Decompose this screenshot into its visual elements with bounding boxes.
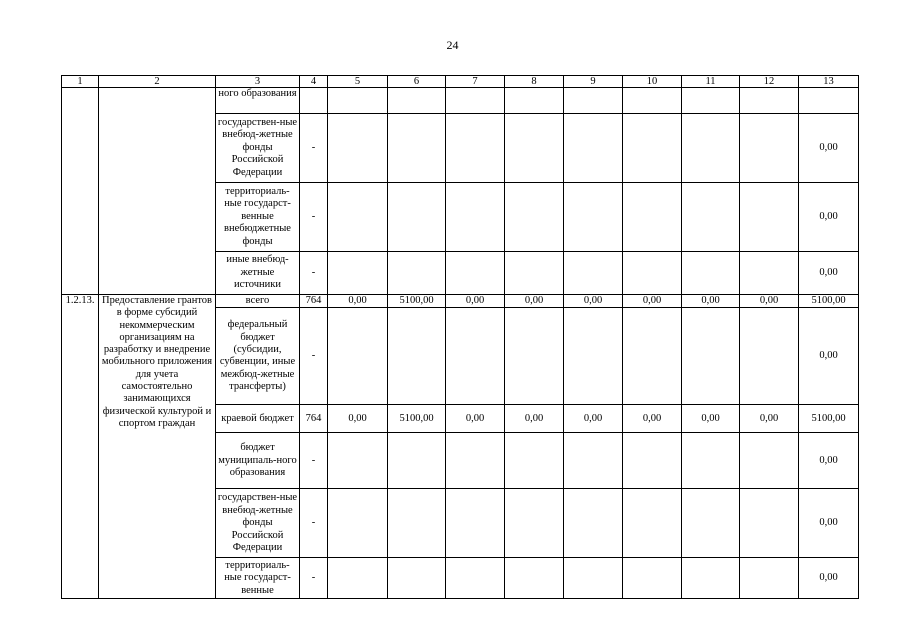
table-cell: [623, 183, 682, 252]
table-cell: [623, 308, 682, 405]
table-cell: -: [300, 489, 328, 558]
table-cell: [505, 558, 564, 599]
table-cell: 0,00: [799, 308, 859, 405]
table-cell: [682, 88, 740, 114]
table-cell: [682, 252, 740, 295]
row-name: Предоставление грантов в форме субсидий некоммерческим организациям на разработку и внедрение мобильного приложения для учета самостоятельно занимающихся физической культурой и спортом граждан: [99, 295, 216, 599]
table-cell: [505, 308, 564, 405]
table-cell: [446, 252, 505, 295]
table-cell: [446, 489, 505, 558]
table-cell: 764: [300, 405, 328, 433]
table-cell: [740, 308, 799, 405]
column-header: 10: [623, 76, 682, 88]
row-code: 1.2.13.: [62, 295, 99, 599]
table-cell: [682, 114, 740, 183]
column-header: 9: [564, 76, 623, 88]
table-cell: 5100,00: [388, 405, 446, 433]
table-cell: [564, 88, 623, 114]
table-cell: -: [300, 558, 328, 599]
table-cell: [328, 489, 388, 558]
table-cell: [388, 252, 446, 295]
table-cell: 0,00: [564, 405, 623, 433]
table-cell: [388, 88, 446, 114]
table-cell: [328, 88, 388, 114]
funding-source: краевой бюджет: [216, 405, 300, 433]
table-cell: [682, 558, 740, 599]
table-cell: 764: [300, 295, 328, 308]
table-cell: [623, 558, 682, 599]
row-code: [62, 88, 99, 295]
table-cell: [564, 252, 623, 295]
table-cell: -: [300, 114, 328, 183]
table-cell: 5100,00: [799, 295, 859, 308]
table-cell: [623, 433, 682, 489]
table-cell: [564, 114, 623, 183]
table-cell: [623, 114, 682, 183]
table-cell: 0,00: [740, 405, 799, 433]
table-cell: 0,00: [505, 295, 564, 308]
table-cell: 0,00: [328, 295, 388, 308]
table-cell: [740, 88, 799, 114]
table-cell: [446, 88, 505, 114]
table-cell: [682, 183, 740, 252]
column-header: 7: [446, 76, 505, 88]
table-cell: [388, 489, 446, 558]
table-cell: [740, 433, 799, 489]
column-header: 13: [799, 76, 859, 88]
table-cell: [505, 114, 564, 183]
table-cell: 0,00: [505, 405, 564, 433]
column-header: 3: [216, 76, 300, 88]
table-cell: 5100,00: [388, 295, 446, 308]
table-cell: [623, 88, 682, 114]
table-cell: [446, 183, 505, 252]
table-cell: [446, 433, 505, 489]
column-header: 11: [682, 76, 740, 88]
table-cell: [623, 489, 682, 558]
table-cell: [740, 114, 799, 183]
row-name: [99, 88, 216, 295]
table-cell: [328, 252, 388, 295]
table-cell: [740, 183, 799, 252]
table-cell: 0,00: [682, 295, 740, 308]
column-header: 6: [388, 76, 446, 88]
table-cell: 0,00: [799, 433, 859, 489]
table-cell: [682, 489, 740, 558]
table-cell: [564, 489, 623, 558]
table-cell: [328, 433, 388, 489]
funding-source: бюджет муниципаль-ного образования: [216, 433, 300, 489]
table-cell: [682, 308, 740, 405]
page-number: 24: [446, 38, 459, 52]
table-cell: [446, 558, 505, 599]
column-header: 8: [505, 76, 564, 88]
table-cell: [388, 183, 446, 252]
table-cell: [740, 489, 799, 558]
table-cell: [388, 114, 446, 183]
table-cell: [505, 88, 564, 114]
table-cell: 0,00: [682, 405, 740, 433]
table-cell: [740, 252, 799, 295]
table-cell: [564, 558, 623, 599]
table-cell: [623, 252, 682, 295]
table-cell: -: [300, 252, 328, 295]
table-cell: 0,00: [740, 295, 799, 308]
table-cell: [740, 558, 799, 599]
table-cell: 0,00: [799, 114, 859, 183]
table-cell: 5100,00: [799, 405, 859, 433]
funding-source: всего: [216, 295, 300, 308]
table-cell: [564, 433, 623, 489]
table-cell: [505, 489, 564, 558]
funding-source: ного образования: [216, 88, 300, 114]
table-cell: 0,00: [799, 489, 859, 558]
table-cell: 0,00: [446, 295, 505, 308]
table-cell: [328, 558, 388, 599]
table-cell: [446, 308, 505, 405]
table-cell: [388, 433, 446, 489]
table-cell: [388, 558, 446, 599]
table-cell: [328, 114, 388, 183]
table-cell: 0,00: [446, 405, 505, 433]
header-row: [62, 76, 859, 88]
table-row: [62, 88, 859, 114]
budget-table: [61, 75, 859, 599]
funding-source: территориаль-ные государст-венные внебюджетные фонды: [216, 183, 300, 252]
table-cell: [328, 308, 388, 405]
table-cell: [564, 183, 623, 252]
table-cell: 0,00: [799, 252, 859, 295]
column-header: 1: [62, 76, 99, 88]
table-cell: 0,00: [623, 295, 682, 308]
column-header: 5: [328, 76, 388, 88]
table-cell: [505, 252, 564, 295]
funding-source: иные внебюд-жетные источники: [216, 252, 300, 295]
table-cell: [564, 308, 623, 405]
table-cell: 0,00: [623, 405, 682, 433]
column-header: 12: [740, 76, 799, 88]
table-cell: [328, 183, 388, 252]
table-cell: -: [300, 308, 328, 405]
table-cell: [505, 433, 564, 489]
table-cell: 0,00: [799, 183, 859, 252]
table-cell: [446, 114, 505, 183]
funding-source: государствен-ные внебюд-жетные фонды Российской Федерации: [216, 114, 300, 183]
table-cell: [388, 308, 446, 405]
table-cell: [682, 433, 740, 489]
funding-source: государствен-ные внебюд-жетные фонды Российской Федерации: [216, 489, 300, 558]
table-cell: -: [300, 183, 328, 252]
table-cell: 0,00: [564, 295, 623, 308]
table-cell: [505, 183, 564, 252]
column-header: 4: [300, 76, 328, 88]
funding-source: территориаль-ные государст-венные: [216, 558, 300, 599]
funding-source: федеральный бюджет (субсидии, субвенции, иные межбюд-жетные трансферты): [216, 308, 300, 405]
table-cell: [300, 88, 328, 114]
table-cell: [799, 88, 859, 114]
table-cell: -: [300, 433, 328, 489]
table-row: [62, 295, 859, 308]
column-header: 2: [99, 76, 216, 88]
table-cell: 0,00: [799, 558, 859, 599]
table-cell: 0,00: [328, 405, 388, 433]
